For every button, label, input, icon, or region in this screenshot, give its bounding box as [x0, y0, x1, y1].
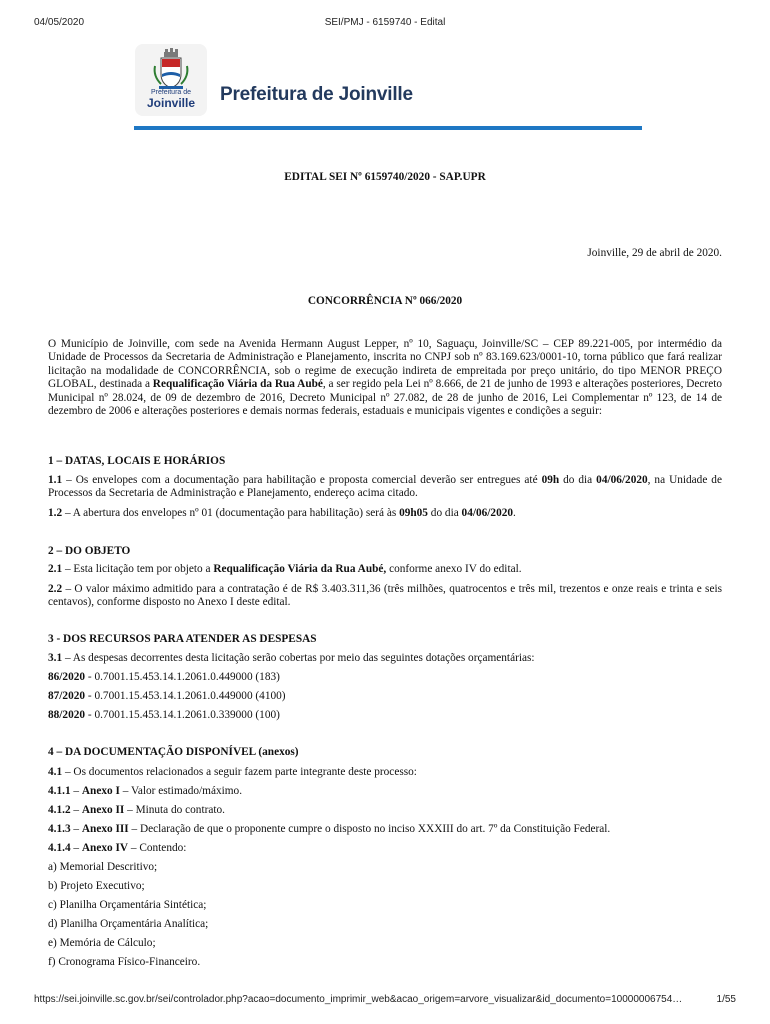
- annex-text: – Contendo:: [128, 842, 187, 854]
- annex-text: – Declaração de que o proponente cumpre o disposto no inciso XXXIII do art. 7º da Constituição Federal.: [128, 823, 611, 835]
- item-1-1: [48, 474, 722, 501]
- item-1-2: [48, 507, 722, 520]
- budget-number: 88/2020: [48, 709, 86, 721]
- opening-date: 04/06/2020: [461, 507, 514, 519]
- annex-sub-item: e) Memória de Cálculo;: [48, 937, 156, 949]
- item-text: – Esta licitação tem por objeto a: [62, 563, 214, 575]
- budget-number: 86/2020: [48, 671, 86, 683]
- intro-text-2: , a ser regido pela Lei nº 8.666, de 21 de junho de 1993 e alterações posteriores, Decreto Municipal nº 28.024, de 09 de dezembro de 2016, Decreto Municipal nº 27.082, de 28 de junho de 2016, Lei Complementar nº 123, de 14 de dezembro de 2006 e alterações posteriores e demais normas federais, estaduais e municipais vigentes e condições a seguir:: [48, 378, 722, 418]
- item-text: – Os envelopes com a documentação para habilitação e proposta comercial deverão ser entregues até: [62, 474, 542, 486]
- item-number: 2.2: [48, 583, 63, 595]
- separator: –: [70, 785, 82, 797]
- item-number: 4.1: [48, 766, 63, 778]
- annex-sub-item: b) Projeto Executivo;: [48, 880, 145, 892]
- intro-paragraph: [48, 338, 722, 418]
- item-text: .: [513, 507, 516, 519]
- item-text: conforme anexo IV do edital.: [386, 563, 522, 575]
- intro-object: Requalificação Viária da Rua Aubé: [152, 378, 323, 391]
- item-number: 2.1: [48, 563, 63, 575]
- logo-caption-small: Prefeitura de: [150, 89, 192, 96]
- item-text: – A abertura dos envelopes nº 01 (documentação para habilitação) será às: [62, 507, 400, 519]
- logo-caption-city: Joinville: [146, 96, 196, 110]
- budget-line-1: [48, 671, 722, 684]
- item-number: 1.2: [48, 507, 63, 519]
- print-url: https://sei.joinville.sc.gov.br/sei/controlador.php?acao=documento_imprimir_web&acao_origem=arvore_visualizar&id_documento=10000006754…: [34, 994, 683, 1005]
- section-4-heading: 4 – DA DOCUMENTAÇÃO DISPONÍVEL (anexos): [48, 746, 299, 758]
- separator: –: [70, 804, 82, 816]
- annex-text: – Minuta do contrato.: [124, 804, 225, 816]
- item-4-1: [48, 766, 722, 779]
- print-date: 04/05/2020: [34, 17, 85, 28]
- intro-text-1: O Município de Joinville, com sede na Avenida Hermann August Lepper, nº 10, Saguaçu, Joinville/SC – CEP 89.221-005, por intermédio da Unidade de Processos da Secretaria de Administração e Planejamento, inscrita no CNPJ sob nº 83.169.623/0001-10, torna público que fará realizar licitação na modalidade de CONCORRÊNCIA, sob o regime de execução indireta de empreitada por preço unitário, do tipo MENOR PREÇO GLOBAL, destinada a: [48, 338, 722, 391]
- print-title: SEI/PMJ - 6159740 - Edital: [324, 17, 446, 28]
- annex-label: Anexo II: [81, 804, 125, 816]
- separator: –: [70, 842, 82, 854]
- header-divider: [134, 126, 642, 130]
- budget-line-2: [48, 690, 722, 703]
- item-text: – Os documentos relacionados a seguir fazem parte integrante deste processo:: [62, 766, 417, 778]
- budget-code: - 0.7001.15.453.14.1.2061.0.449000 (4100): [85, 690, 286, 702]
- annex-label: Anexo III: [81, 823, 129, 835]
- print-footer: [0, 994, 770, 1008]
- delivery-date: 04/06/2020: [596, 474, 648, 486]
- item-text: – O valor máximo admitido para a contratação é de R$ 3.403.311,36 (três milhões, quatrocentos e três mil, trezentos e onze reais e trinta e seis centavos), conforme disposto no Anexo I deste edital.: [48, 583, 722, 609]
- annex-label: Anexo IV: [81, 842, 129, 854]
- item-number: 4.1.3: [48, 823, 71, 835]
- annex-sub-item: a) Memorial Descritivo;: [48, 861, 158, 873]
- annex-4: [48, 842, 722, 855]
- annex-text: – Valor estimado/máximo.: [119, 785, 243, 797]
- object-name: Requalificação Viária da Rua Aubé,: [213, 563, 387, 575]
- delivery-time: 09h: [541, 474, 560, 486]
- section-2-heading: 2 – DO OBJETO: [48, 545, 131, 557]
- section-3-heading: 3 - DOS RECURSOS PARA ATENDER AS DESPESAS: [48, 633, 317, 645]
- item-2-1: [48, 563, 722, 576]
- annex-label: Anexo I: [81, 785, 120, 797]
- item-text: do dia: [559, 474, 597, 486]
- annex-1: [48, 785, 722, 798]
- annex-2: [48, 804, 722, 817]
- item-number: 4.1.2: [48, 804, 71, 816]
- item-2-2: [48, 583, 722, 610]
- budget-number: 87/2020: [48, 690, 86, 702]
- budget-code: - 0.7001.15.453.14.1.2061.0.339000 (100): [85, 709, 280, 721]
- opening-time: 09h05: [399, 507, 428, 519]
- item-number: 3.1: [48, 652, 63, 664]
- item-number: 4.1.1: [48, 785, 71, 797]
- annex-sub-item: f) Cronograma Físico-Financeiro.: [48, 956, 201, 968]
- annex-sub-item: d) Planilha Orçamentária Analítica;: [48, 918, 209, 930]
- annex-sub-item: c) Planilha Orçamentária Sintética;: [48, 899, 207, 911]
- budget-line-3: [48, 709, 722, 722]
- budget-code: - 0.7001.15.453.14.1.2061.0.449000 (183): [85, 671, 280, 683]
- item-number: 1.1: [48, 474, 63, 486]
- item-text: do dia: [427, 507, 462, 519]
- item-3-1: [48, 652, 722, 665]
- section-1-heading: 1 – DATAS, LOCAIS E HORÁRIOS: [48, 455, 226, 467]
- concorrencia-title: CONCORRÊNCIA Nº 066/2020: [307, 295, 463, 307]
- annex-3: [48, 823, 722, 836]
- print-page-number: 1/55: [716, 994, 736, 1005]
- brand-title: Prefeitura de Joinville: [220, 84, 413, 105]
- separator: –: [70, 823, 82, 835]
- item-number: 4.1.4: [48, 842, 71, 854]
- edital-title: EDITAL SEI Nº 6159740/2020 - SAP.UPR: [284, 171, 486, 183]
- item-text: , na Unidade de Processos da Secretaria de Administração e Planejamento, endereço acima citado.: [48, 474, 722, 500]
- place-date: Joinville, 29 de abril de 2020.: [587, 247, 722, 259]
- item-text: – As despesas decorrentes desta licitação serão cobertas por meio das seguintes dotações orçamentárias:: [62, 652, 535, 664]
- print-header: [0, 17, 770, 31]
